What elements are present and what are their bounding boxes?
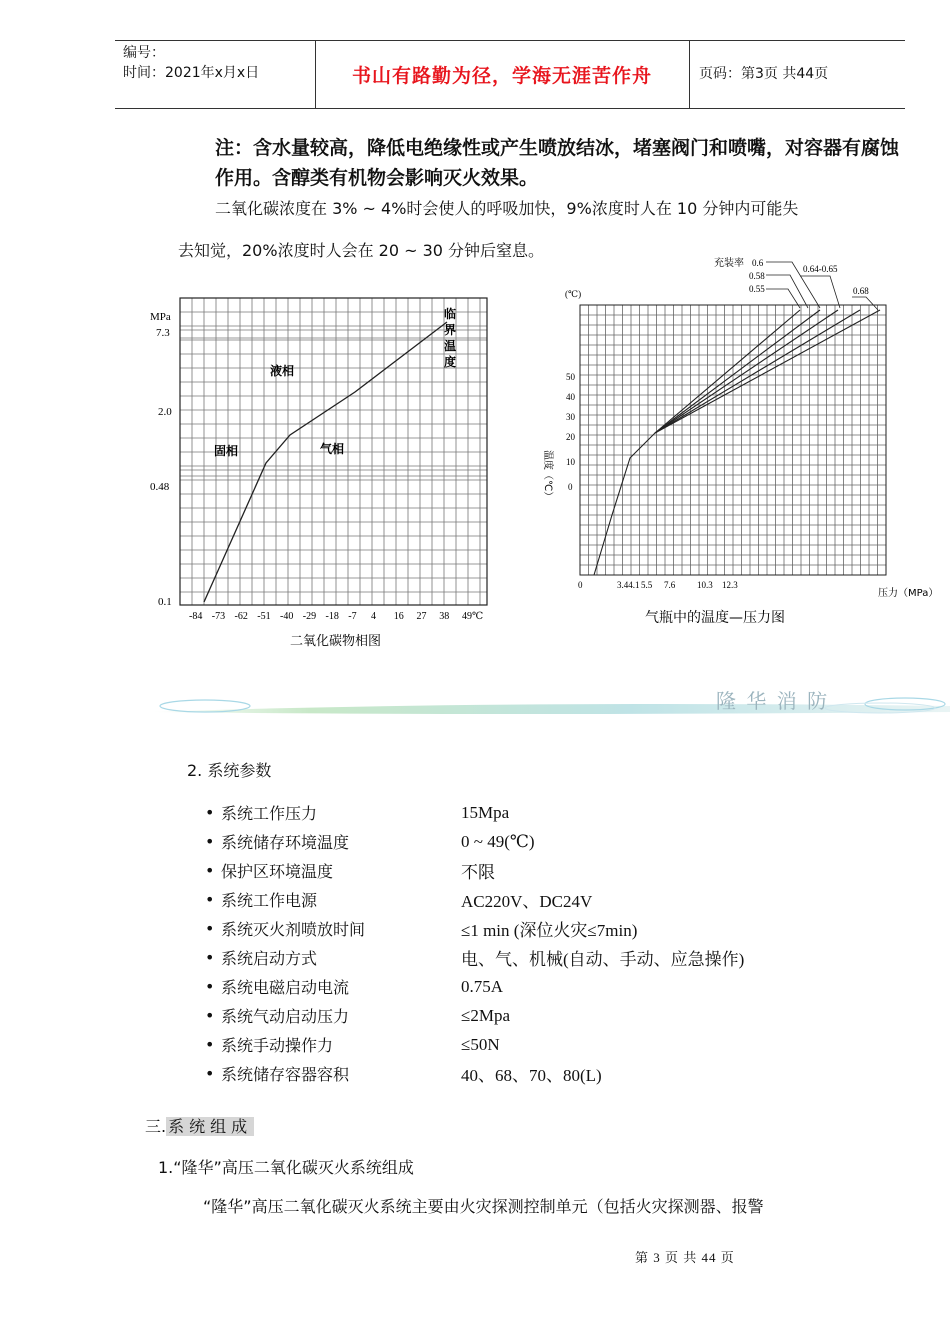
note-line-2: 去知觉，20%浓度时人会在 20 ~ 30 分钟后窒息。 <box>178 241 545 260</box>
gas-phase-label: 气相 <box>320 442 345 456</box>
header-page-label: 页码：第3页 共44页 <box>699 66 829 82</box>
phase-x-tick: -51 <box>257 611 271 622</box>
phase-y-tick: 0.48 <box>150 481 170 493</box>
phase-x-tick: 4 <box>371 611 376 622</box>
phase-x-tick: -7 <box>348 611 357 622</box>
tp-y-label: 温度（℃） <box>542 450 553 502</box>
tp-series-label: 0.58 <box>749 271 765 281</box>
param-value: 不限 <box>461 863 495 882</box>
tp-y-tick: 40 <box>566 392 575 402</box>
system-description: “隆华”高压二氧化碳灭火系统主要由火灾探测控制单元（包括火灾探测器、报警 <box>203 1197 764 1216</box>
phase-y-unit: MPa <box>150 311 171 323</box>
phase-title: 二氧化碳物相图 <box>290 634 382 649</box>
note-bold: 注：含水量较高，降低电绝缘性或产生喷放结冰，堵塞阀门和喷嘴，对容器有腐蚀作用。含醇类有机物会影响灭火效果。 <box>215 137 900 189</box>
note-line-1: 二氧化碳浓度在 3% ~ 4%时会使人的呼吸加快，9%浓度时人在 10 分钟内可能失 <box>215 199 799 218</box>
page-footer: 第 3 页 共 44 页 <box>635 1250 735 1265</box>
param-value: 15Mpa <box>461 802 510 822</box>
section-3-heading <box>145 1114 254 1137</box>
tp-series-label: 0.64-0.65 <box>803 264 838 274</box>
section-2-title: 2. 系统参数 <box>187 761 272 780</box>
tp-x-tick: 5.5 <box>641 580 653 590</box>
bullet: • <box>205 832 215 851</box>
param-value: 0.75A <box>461 976 504 996</box>
param-row <box>205 972 744 1001</box>
bullet: • <box>205 890 215 909</box>
tp-x-tick: 0 <box>578 580 583 590</box>
param-label: 系统电磁启动电流 <box>221 978 350 997</box>
tp-y-tick: 10 <box>566 457 575 467</box>
phase-diagram <box>150 298 487 649</box>
number-label: 编号： <box>123 45 165 61</box>
param-row <box>205 1030 744 1059</box>
tp-grid <box>580 305 886 575</box>
tp-y-tick: 30 <box>566 412 575 422</box>
param-label: 系统气动启动压力 <box>221 1007 350 1026</box>
param-row <box>205 914 744 943</box>
tp-x-tick: 12.3 <box>722 580 738 590</box>
param-label: 系统储存环境温度 <box>221 833 350 852</box>
tp-title: 气瓶中的温度—压力图 <box>645 610 785 626</box>
param-label: 系统灭火剂喷放时间 <box>221 920 366 939</box>
param-label: 系统手动操作力 <box>221 1036 334 1055</box>
phase-y-tick: 7.3 <box>156 327 170 339</box>
tp-legend-title: 充装率 <box>714 258 744 269</box>
phase-x-tick: 49℃ <box>462 611 484 622</box>
phase-x-tick: -84 <box>189 611 203 622</box>
header-motto: 书山有路勤为径，学海无涯苦作舟 <box>351 65 652 87</box>
tp-y-tick: 0 <box>568 482 573 492</box>
tp-y-unit: (℃) <box>565 289 582 299</box>
params-list <box>205 798 744 1088</box>
param-label: 系统工作压力 <box>221 804 318 823</box>
banner-decoration <box>150 698 950 714</box>
param-label: 系统工作电源 <box>221 891 318 910</box>
param-value: 电、气、机械(自动、手动、应急操作) <box>461 950 745 969</box>
banner-text: 隆 华 消 防 <box>716 689 830 713</box>
bullet: • <box>205 919 215 938</box>
temp-pressure-chart <box>542 256 938 626</box>
param-row <box>205 1001 744 1030</box>
phase-x-tick: -29 <box>302 611 317 622</box>
tp-series-label: 0.6 <box>752 258 764 268</box>
param-label: 系统储存容器容积 <box>221 1065 350 1084</box>
param-row <box>205 827 744 856</box>
tp-series-label: 0.55 <box>749 284 765 294</box>
param-value: 0 ~ 49(℃) <box>461 831 535 851</box>
section-3-prefix: 三. <box>145 1117 167 1136</box>
phase-curve <box>204 322 447 602</box>
param-value: ≤50N <box>461 1034 500 1054</box>
param-value: 40、68、70、80(L) <box>461 1066 602 1085</box>
bullet: • <box>205 1064 215 1083</box>
bullet: • <box>205 1035 215 1054</box>
phase-x-tick: -62 <box>234 611 248 622</box>
tp-x-tick: 7.6 <box>664 580 676 590</box>
phase-y-tick: 2.0 <box>158 406 172 418</box>
param-value: ≤2Mpa <box>461 1005 510 1025</box>
tp-series-label: 0.68 <box>853 286 869 296</box>
phase-x-tick: 27 <box>416 611 427 622</box>
param-value: ≤1 min (深位火灾≤7min) <box>461 921 638 940</box>
tp-x-tick: 3.44.1 <box>617 580 640 590</box>
param-row <box>205 885 744 914</box>
phase-x-tick: -73 <box>211 611 226 622</box>
param-label: 保护区环境温度 <box>221 862 334 881</box>
tp-x-tick: 10.3 <box>697 580 713 590</box>
bullet: • <box>205 1006 215 1025</box>
param-row <box>205 856 744 885</box>
param-row <box>205 943 744 972</box>
param-row <box>205 1059 744 1088</box>
subsection-1-title: 1.“隆华”高压二氧化碳灭火系统组成 <box>158 1158 414 1177</box>
bullet: • <box>205 803 215 822</box>
critical-temp-label: 临界温度 <box>444 307 457 369</box>
phase-x-tick: -40 <box>280 611 294 622</box>
section-3-title: 系统组成 <box>168 1117 253 1136</box>
time-label: 时间：2021年x月x日 <box>123 65 260 81</box>
tp-y-tick: 20 <box>566 432 575 442</box>
bullet: • <box>205 861 215 880</box>
phase-y-tick: 0.1 <box>158 596 172 608</box>
solid-phase-label: 固相 <box>214 444 239 458</box>
phase-x-tick: -18 <box>325 611 339 622</box>
tp-y-tick: 50 <box>566 372 575 382</box>
param-label: 系统启动方式 <box>221 949 318 968</box>
phase-x-tick: 38 <box>439 611 450 622</box>
phase-x-ticks <box>189 611 483 622</box>
param-value: AC220V、DC24V <box>461 892 593 911</box>
param-row <box>205 798 744 827</box>
bullet: • <box>205 948 215 967</box>
phase-x-tick: 16 <box>393 611 404 622</box>
bullet: • <box>205 977 215 996</box>
tp-x-label: 压力（MPa） <box>878 588 939 599</box>
liquid-phase-label: 液相 <box>270 364 295 378</box>
